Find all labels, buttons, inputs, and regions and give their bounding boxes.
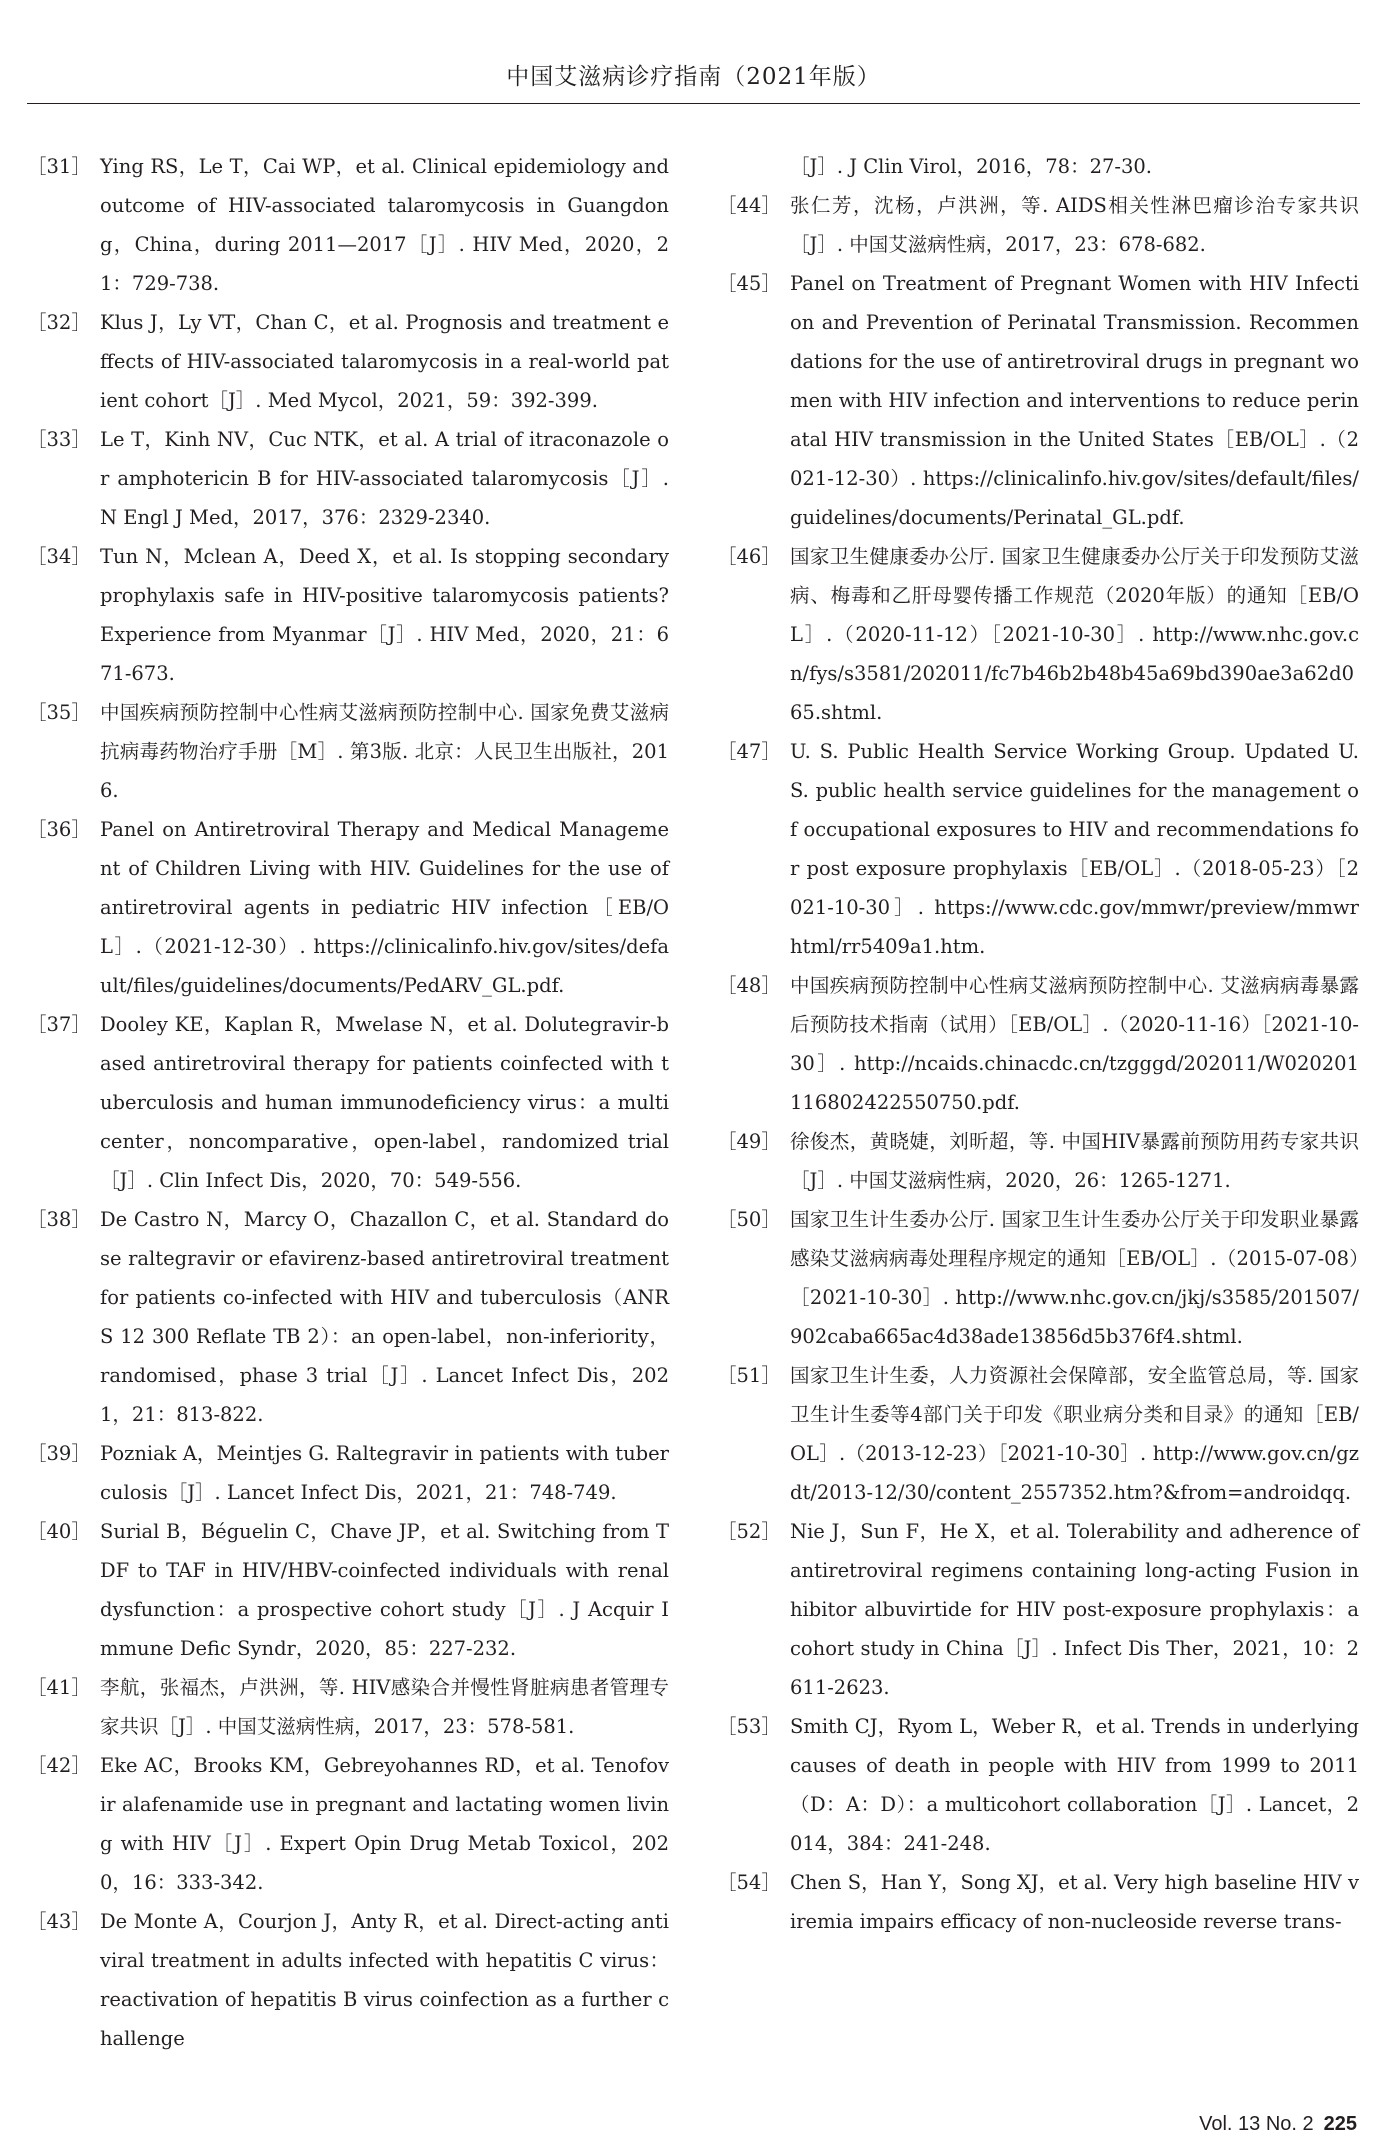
reference-text: Panel on Treatment of Pregnant Women with HIV Infection and Prevention of Perinatal Transmission. Recommendations for the use of antiretroviral drugs in pregnant women with HIV infection and interventions to reduce perinatal HIV transmission in the United States［EB/OL］.（2021-12-30）. https://clinicalinfo.hiv.gov/sites/default/files/guidelines/documents/Perinatal_GL.pdf.	[790, 272, 1359, 529]
reference-text: 张仁芳，沈杨，卢洪洲，等. AIDS相关性淋巴瘤诊治专家共识［J］. 中国艾滋病性病，2017，23：678-682.	[790, 194, 1359, 256]
reference-entry	[27, 1005, 669, 1200]
reference-text: Le T，Kinh NV，Cuc NTK，et al. A trial of itraconazole or amphotericin B for HIV-associated talaromycosis［J］. N Engl J Med，2017，376：2329-2340.	[100, 428, 669, 529]
reference-entry	[717, 1122, 1359, 1200]
reference-number: ［54］	[717, 1871, 781, 1894]
reference-text: ［J］. J Clin Virol，2016，78：27-30.	[790, 155, 1153, 178]
reference-entry	[717, 1707, 1359, 1863]
reference-entry	[27, 147, 669, 303]
reference-text: Ying RS，Le T，Cai WP，et al. Clinical epidemiology and outcome of HIV-associated talaromycosis in Guangdong，China，during 2011—2017［J］. HIV Med，2020，21：729-738.	[100, 155, 669, 295]
reference-text: 徐俊杰，黄晓婕，刘昕超，等. 中国HIV暴露前预防用药专家共识［J］. 中国艾滋病性病，2020，26：1265-1271.	[790, 1130, 1359, 1192]
reference-text: 国家卫生计生委，人力资源社会保障部，安全监管总局，等. 国家卫生计生委等4部门关于印发《职业病分类和目录》的通知［EB/OL］.（2013-12-23）［2021-10-30］. http://www.gov.cn/gzdt/2013-12/30/content_2557352.htm?&from=androidqq.	[790, 1364, 1359, 1504]
reference-entry	[27, 1434, 669, 1512]
reference-entry	[27, 1512, 669, 1668]
reference-text: De Monte A，Courjon J，Anty R，et al. Direct-acting antiviral treatment in adults infected with hepatitis C virus：reactivation of hepatitis B virus coinfection as a further challenge	[100, 1910, 669, 2050]
reference-entry	[27, 810, 669, 1005]
reference-entry	[717, 1356, 1359, 1512]
running-header-title: 中国艾滋病诊疗指南（2021年版）	[506, 64, 881, 90]
reference-entry	[717, 186, 1359, 264]
reference-entry	[717, 264, 1359, 537]
reference-number: ［42］	[27, 1754, 91, 1777]
journal-volume-issue: Vol. 13 No. 2	[1199, 2113, 1314, 2135]
reference-text: 国家卫生健康委办公厅. 国家卫生健康委办公厅关于印发预防艾滋病、梅毒和乙肝母婴传播工作规范（2020年版）的通知［EB/OL］.（2020-11-12）［2021-10-30］. http://www.nhc.gov.cn/fys/s3581/202011/fc7b46b2b48b45a69bd390ae3a62d065.shtml.	[790, 545, 1359, 724]
reference-number: ［40］	[27, 1520, 91, 1543]
reference-entry	[27, 1668, 669, 1746]
reference-entry	[27, 303, 669, 420]
reference-number: ［36］	[27, 818, 91, 841]
reference-entry	[27, 693, 669, 810]
reference-number: ［33］	[27, 428, 91, 451]
reference-number: ［50］	[717, 1208, 781, 1231]
reference-number: ［31］	[27, 155, 91, 178]
reference-entry	[717, 966, 1359, 1122]
reference-number: ［47］	[717, 740, 781, 763]
reference-text: 中国疾病预防控制中心性病艾滋病预防控制中心. 艾滋病病毒暴露后预防技术指南（试用）［EB/OL］.（2020-11-16）［2021-10-30］. http://ncaids.chinacdc.cn/tzgggd/202011/W020201116802422550750.pdf.	[790, 974, 1359, 1114]
reference-entry	[717, 1200, 1359, 1356]
reference-entry	[717, 147, 1359, 186]
reference-entry	[27, 1746, 669, 1902]
reference-entry	[27, 537, 669, 693]
reference-text: 中国疾病预防控制中心性病艾滋病预防控制中心. 国家免费艾滋病抗病毒药物治疗手册［M］. 第3版. 北京：人民卫生出版社，2016.	[100, 701, 669, 802]
reference-number: ［39］	[27, 1442, 91, 1465]
reference-text: Eke AC，Brooks KM，Gebreyohannes RD，et al. Tenofovir alafenamide use in pregnant and lactating women living with HIV［J］. Expert Opin Drug Metab Toxicol，2020，16：333-342.	[100, 1754, 669, 1894]
reference-text: 李航，张福杰，卢洪洲，等. HIV感染合并慢性肾脏病患者管理专家共识［J］. 中国艾滋病性病，2017，23：578-581.	[100, 1676, 669, 1738]
references-right-column	[717, 147, 1359, 1941]
page-number: 225	[1323, 2113, 1357, 2135]
reference-text: Tun N，Mclean A，Deed X，et al. Is stopping secondary prophylaxis safe in HIV-positive talaromycosis patients? Experience from Myanmar［J］. HIV Med，2020，21：671-673.	[100, 545, 669, 685]
reference-entry	[27, 1200, 669, 1434]
reference-number: ［35］	[27, 701, 91, 724]
reference-text: Dooley KE，Kaplan R，Mwelase N，et al. Dolutegravir-based antiretroviral therapy for patients coinfected with tuberculosis and human immunodeficiency virus：a multicenter，noncomparative，open-label，randomized trial［J］. Clin Infect Dis，2020，70：549-556.	[100, 1013, 669, 1192]
references-left-column	[27, 147, 669, 2058]
reference-entry	[27, 1902, 669, 2058]
reference-entry	[717, 1863, 1359, 1941]
reference-number: ［48］	[717, 974, 781, 997]
reference-text: Nie J，Sun F，He X，et al. Tolerability and adherence of antiretroviral regimens containing long-acting Fusion inhibitor albuvirtide for HIV post-exposure prophylaxis：a cohort study in China［J］. Infect Dis Ther，2021，10：2611-2623.	[790, 1520, 1359, 1699]
reference-number: ［44］	[717, 194, 781, 217]
reference-text: Panel on Antiretroviral Therapy and Medical Management of Children Living with HIV. Guidelines for the use of antiretroviral agents in pediatric HIV infection［EB/OL］.（2021-12-30）. https://clinicalinfo.hiv.gov/sites/default/files/guidelines/documents/PedARV_GL.pdf.	[100, 818, 669, 997]
reference-number: ［41］	[27, 1676, 91, 1699]
reference-number: ［37］	[27, 1013, 91, 1036]
reference-number: ［38］	[27, 1208, 91, 1231]
reference-text: Surial B，Béguelin C，Chave JP，et al. Switching from TDF to TAF in HIV/HBV-coinfected individuals with renal dysfunction：a prospective cohort study［J］. J Acquir Immune Defic Syndr，2020，85：227-232.	[100, 1520, 669, 1660]
reference-entry	[717, 1512, 1359, 1707]
reference-number: ［32］	[27, 311, 91, 334]
reference-text: 国家卫生计生委办公厅. 国家卫生计生委办公厅关于印发职业暴露感染艾滋病病毒处理程序规定的通知［EB/OL］.（2015-07-08）［2021-10-30］. http://www.nhc.gov.cn/jkj/s3585/201507/902caba665ac4d38ade13856d5b376f4.shtml.	[790, 1208, 1359, 1348]
reference-number: ［49］	[717, 1130, 781, 1153]
reference-text: Pozniak A，Meintjes G. Raltegravir in patients with tuberculosis［J］. Lancet Infect Dis，2021，21：748-749.	[100, 1442, 669, 1504]
reference-number: ［53］	[717, 1715, 781, 1738]
reference-text: Chen S，Han Y，Song XJ，et al. Very high baseline HIV viremia impairs efficacy of non-nucleoside reverse trans-	[790, 1871, 1359, 1933]
reference-number: ［46］	[717, 545, 781, 568]
reference-text: Smith CJ，Ryom L，Weber R，et al. Trends in underlying causes of death in people with HIV from 1999 to 2011（D：A：D）：a multicohort collaboration［J］. Lancet，2014，384：241-248.	[790, 1715, 1359, 1855]
reference-text: Klus J，Ly VT，Chan C，et al. Prognosis and treatment effects of HIV-associated talaromycosis in a real-world patient cohort［J］. Med Mycol，2021，59：392-399.	[100, 311, 669, 412]
reference-number: ［52］	[717, 1520, 781, 1543]
page-footer	[1199, 2113, 1357, 2136]
reference-number: ［43］	[27, 1910, 91, 1933]
reference-entry	[27, 420, 669, 537]
reference-text: De Castro N，Marcy O，Chazallon C，et al. Standard dose raltegravir or efavirenz-based antiretroviral treatment for patients co-infected with HIV and tuberculosis（ANRS 12 300 Reflate TB 2）：an open-label，non-inferiority，randomised，phase 3 trial［J］. Lancet Infect Dis，2021，21：813-822.	[100, 1208, 669, 1426]
reference-number: ［51］	[717, 1364, 781, 1387]
reference-number: ［34］	[27, 545, 91, 568]
reference-number: ［45］	[717, 272, 781, 295]
reference-text: U. S. Public Health Service Working Group. Updated U. S. public health service guidelines for the management of occupational exposures to HIV and recommendations for post exposure prophylaxis［EB/OL］.（2018-05-23）［2021-10-30］. https://www.cdc.gov/mmwr/preview/mmwrhtml/rr5409a1.htm.	[790, 740, 1359, 958]
reference-entry	[717, 537, 1359, 732]
header-divider	[27, 103, 1360, 104]
reference-entry	[717, 732, 1359, 966]
